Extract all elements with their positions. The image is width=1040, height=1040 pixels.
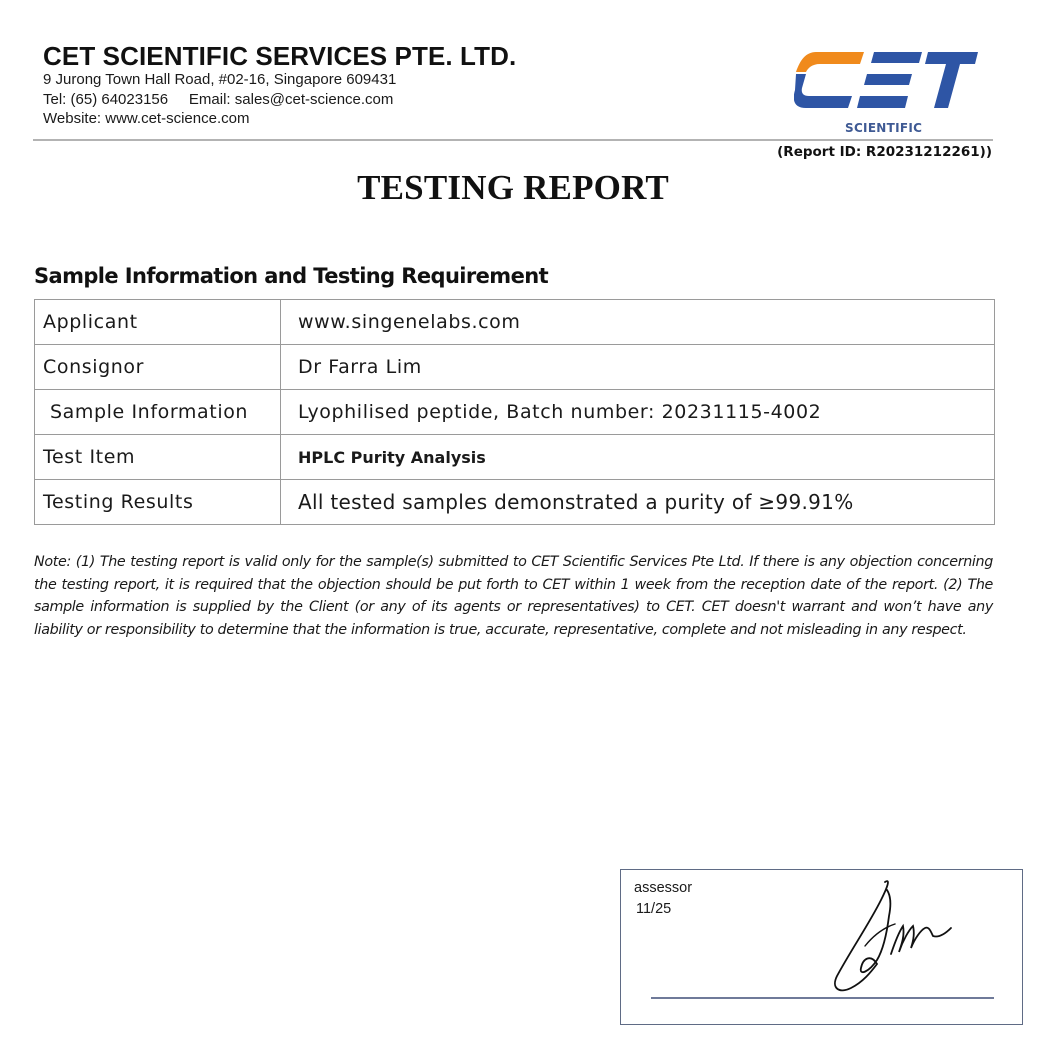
row-label-applicant: Applicant <box>35 300 281 345</box>
cet-logo-icon <box>794 48 978 110</box>
row-label-test-item: Test Item <box>35 435 281 480</box>
table-row <box>35 300 995 345</box>
company-name: CET SCIENTIFIC SERVICES PTE. LTD. <box>43 41 517 71</box>
table-row <box>35 390 995 435</box>
report-title: TESTING REPORT <box>357 168 669 207</box>
company-header <box>43 42 516 129</box>
row-label-testing-results: Testing Results <box>35 480 281 525</box>
signature-box <box>620 869 1023 1025</box>
row-value-sample-information: Lyophilised peptide, Batch number: 20231115-4002 <box>281 390 995 435</box>
row-value-applicant: www.singenelabs.com <box>281 300 995 345</box>
row-value-test-item: HPLC Purity Analysis <box>281 435 995 480</box>
header-divider <box>33 139 993 141</box>
row-value-consignor: Dr Farra Lim <box>281 345 995 390</box>
signer-role: assessor <box>634 880 693 896</box>
row-label-consignor: Consignor <box>35 345 281 390</box>
signature-line <box>651 997 994 999</box>
disclaimer-note: Note: (1) The testing report is valid only for the sample(s) submitted to CET Scientific Services Pte Ltd. If there is any objection concerning the testing report, it is required that the objection should be put forth to CET within 1 week from the reception date of the report. (2) The sample information is supplied by the Client (or any of its agents or representatives) to CET. CET doesn't warrant and won’t have any liability or responsibility to determine that the information is true, accurate, representative, complete and not misleading in any respect. <box>34 554 993 638</box>
logo-subtitle: SCIENTIFIC <box>845 121 923 135</box>
table-row <box>35 345 995 390</box>
signature-date: 11/25 <box>636 901 672 917</box>
table-row <box>35 480 995 525</box>
handwritten-signature-icon <box>821 876 981 996</box>
report-id: (Report ID: R20231212261)) <box>777 144 992 160</box>
company-contact: Tel: (65) 64023156 Email: sales@cet-science.com <box>43 90 394 108</box>
row-label-sample-information: Sample Information <box>35 390 281 435</box>
section-title: Sample Information and Testing Requirement <box>34 264 549 288</box>
company-address: 9 Jurong Town Hall Road, #02-16, Singapore 609431 <box>43 71 397 88</box>
company-website: Website: www.cet-science.com <box>43 110 250 127</box>
row-value-testing-results: All tested samples demonstrated a purity of ≥99.91% <box>281 480 995 525</box>
table-row <box>35 435 995 480</box>
sample-info-table <box>34 299 995 525</box>
